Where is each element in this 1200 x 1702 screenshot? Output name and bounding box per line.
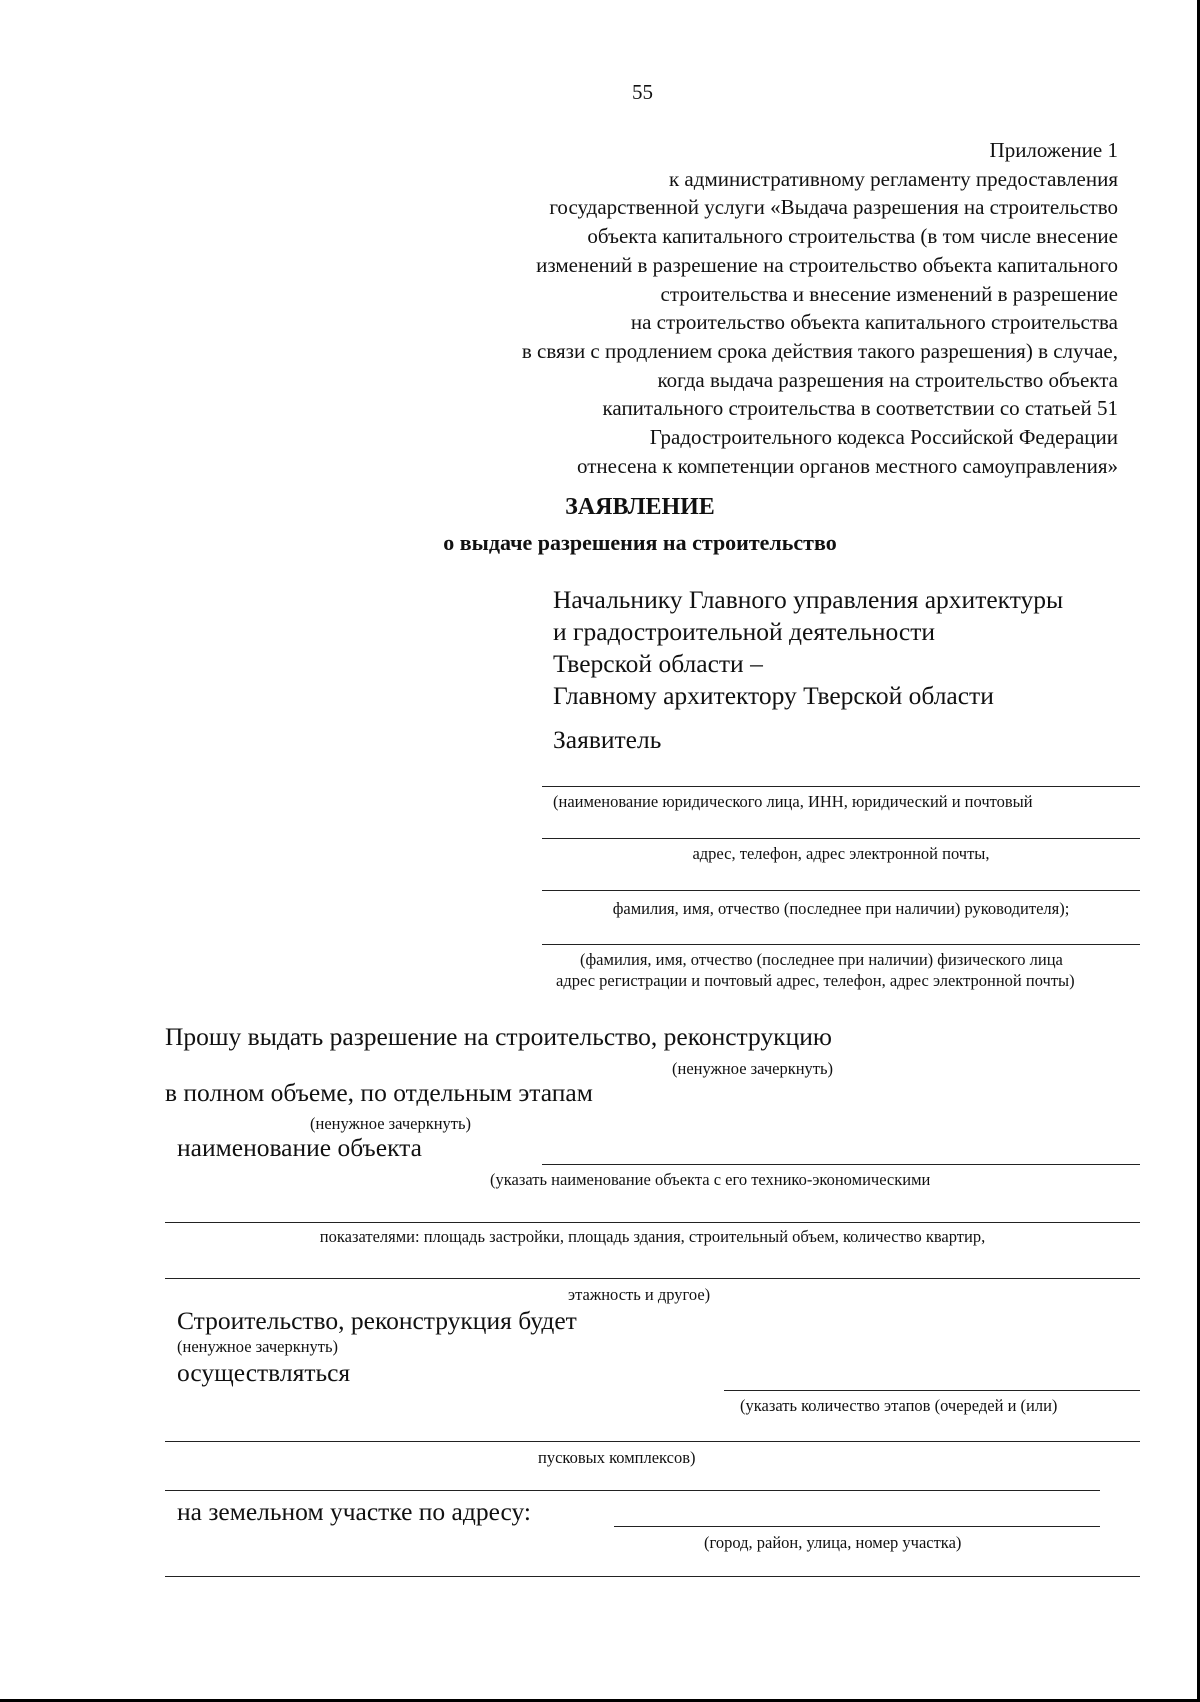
construction-hint: (ненужное зачеркнуть) xyxy=(177,1337,339,1356)
addressee-line: Главному архитектору Тверской области xyxy=(553,681,994,710)
applicant-hint-person-address: адрес регистрации и почтовый адрес, телефон, адрес электронной почты) xyxy=(556,971,1075,990)
stages-count-line[interactable] xyxy=(724,1390,1140,1391)
separator-line xyxy=(165,1490,1100,1491)
request-hint-2: (ненужное зачеркнуть) xyxy=(310,1114,472,1133)
addressee-line: и градостроительной деятельности xyxy=(553,617,936,646)
object-details-line-1[interactable] xyxy=(165,1222,1140,1223)
applicant-label: Заявитель xyxy=(553,725,662,754)
addressee-line: Начальнику Главного управления архитектуры xyxy=(553,585,1064,614)
applicant-name-line[interactable] xyxy=(542,786,1140,787)
construction-line: Строительство, реконструкция будет xyxy=(177,1306,577,1335)
stages-hint-1: (указать количество этапов (очередей и (или) xyxy=(740,1396,1058,1415)
appendix-line: изменений в разрешение на строительство объекта капитального xyxy=(536,252,1118,277)
applicant-address-line[interactable] xyxy=(542,838,1140,839)
land-address-label: на земельном участке по адресу: xyxy=(177,1497,532,1526)
object-hint-2: показателями: площадь застройки, площадь здания, строительный объем, количество квартир, xyxy=(319,1227,986,1246)
land-address-line[interactable] xyxy=(614,1526,1100,1527)
applicant-hint-legal-name: (наименование юридического лица, ИНН, юридический и почтовый xyxy=(553,792,1033,811)
appendix-block xyxy=(522,136,1118,480)
appendix-line: на строительство объекта капитального строительства xyxy=(630,310,1118,335)
appendix-line: объекта капитального строительства (в том числе внесение xyxy=(587,224,1118,249)
document-subtitle: о выдаче разрешения на строительство xyxy=(443,530,837,555)
request-line-2: в полном объеме, по отдельным этапам xyxy=(165,1078,593,1107)
appendix-line: Приложение 1 xyxy=(989,138,1118,162)
object-name-line[interactable] xyxy=(542,1164,1140,1165)
stages-details-line[interactable] xyxy=(165,1441,1140,1442)
land-address-hint: (город, район, улица, номер участка) xyxy=(704,1533,962,1552)
appendix-line: строительства и внесение изменений в разрешение xyxy=(660,281,1118,306)
appendix-line: отнесена к компетенции органов местного самоуправления» xyxy=(577,453,1118,478)
request-hint-1: (ненужное зачеркнуть) xyxy=(672,1059,834,1078)
appendix-line: капитального строительства в соответствии со статьей 51 xyxy=(602,396,1118,421)
page-number: 55 xyxy=(632,80,653,104)
document-title: ЗАЯВЛЕНИЕ xyxy=(565,494,715,520)
appendix-line: в связи с продлением срока действия такого разрешения) в случае, xyxy=(521,338,1118,363)
applicant-hint-person: (фамилия, имя, отчество (последнее при наличии) физического лица xyxy=(580,950,1063,969)
appendix-line: к административному регламенту предоставления xyxy=(668,166,1118,191)
appendix-line: государственной услуги «Выдача разрешения на строительство xyxy=(549,195,1118,220)
object-hint-3: этажность и другое) xyxy=(568,1285,711,1304)
applicant-hint-contacts: адрес, телефон, адрес электронной почты, xyxy=(692,844,990,863)
stages-hint-2: пусковых комплексов) xyxy=(538,1448,696,1467)
addressee-line: Тверской области – xyxy=(553,649,763,678)
carried-out-label: осуществляться xyxy=(177,1358,351,1387)
land-address-line-2[interactable] xyxy=(165,1576,1140,1577)
applicant-hint-head: фамилия, имя, отчество (последнее при наличии) руководителя); xyxy=(612,899,1070,918)
object-name-label: наименование объекта xyxy=(177,1133,422,1162)
object-hint-1: (указать наименование объекта с его технико-экономическими xyxy=(490,1170,931,1189)
applicant-person-line[interactable] xyxy=(542,944,1140,945)
object-details-line-2[interactable] xyxy=(165,1278,1140,1279)
appendix-line: когда выдача разрешения на строительство объекта xyxy=(657,367,1118,392)
applicant-head-line[interactable] xyxy=(542,890,1140,891)
addressee-block xyxy=(553,584,1063,712)
request-line-1: Прошу выдать разрешение на строительство, реконструкцию xyxy=(165,1022,832,1051)
appendix-line: Градостроительного кодекса Российской Федерации xyxy=(649,425,1118,450)
